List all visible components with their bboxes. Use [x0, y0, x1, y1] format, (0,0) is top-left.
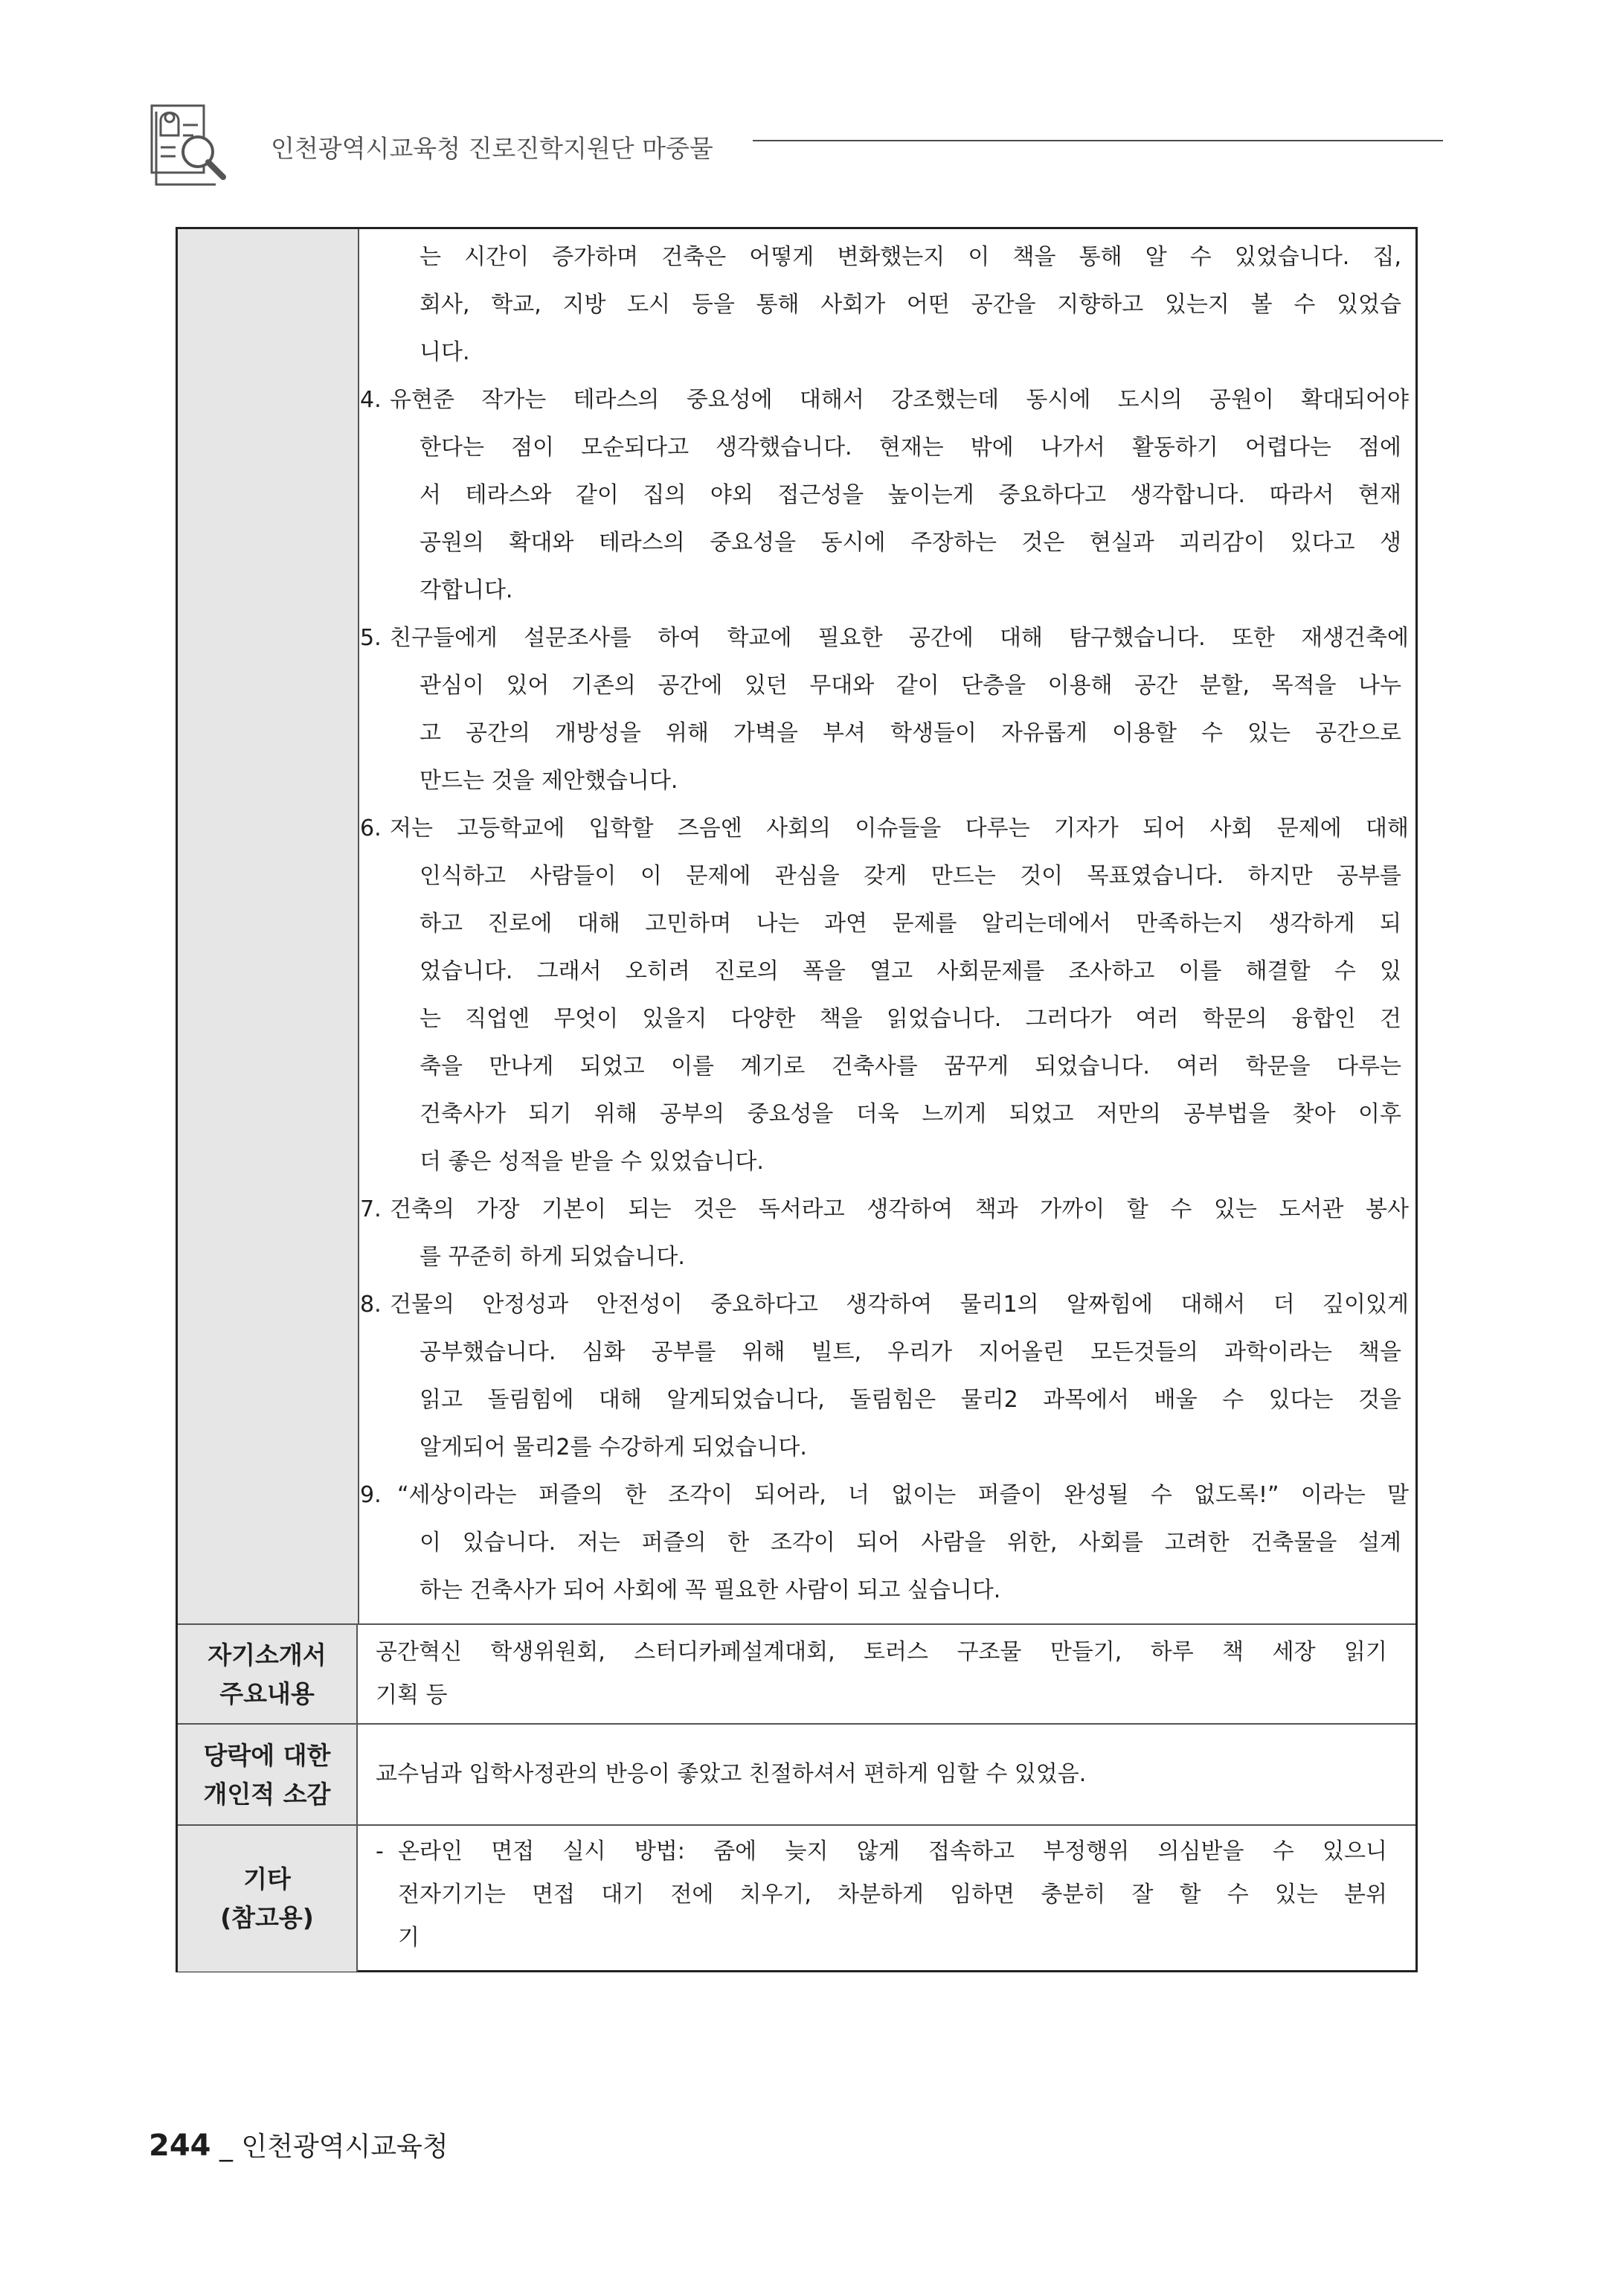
item-text-line: 건축사가 되기 위해 공부의 중요성을 더욱 느끼게 되었고 저만의 공부법을 찾아 이후 [420, 1101, 1401, 1127]
item-text-line: 알게되어 물리2를 수강하게 되었습니다. [420, 1434, 807, 1460]
intro-label-line: 자기소개서 [208, 1641, 327, 1670]
header-title: 인천광역시교육청 진로진학지원단 마중물 [271, 134, 713, 163]
item-text-line: 었습니다. 그래서 오히려 진로의 폭을 열고 사회문제를 조사하고 이를 해결할 수 있 [420, 958, 1401, 984]
item-text-line: 관심이 있어 기존의 공간에 있던 무대와 같이 단층을 이용해 공간 분할, 목적을 나누 [420, 673, 1401, 699]
item-text-line: 는 직업엔 무엇이 있을지 다양한 책을 읽었습니다. 그러다가 여러 학문의 융합인 건 [420, 1006, 1401, 1032]
item-text-line: 건축의 가장 기본이 되는 것은 독서라고 생각하여 책과 가까이 할 수 있는 도서관 봉사 [390, 1196, 1409, 1222]
footer-separator: _ [219, 2132, 233, 2162]
item-text-line: 축을 만나게 되었고 이를 계기로 건축사를 꿈꾸게 되었습니다. 여러 학문을 다루는 [420, 1054, 1401, 1080]
item-text-line: 회사, 학교, 지방 도시 등을 통해 사회가 어떤 공간을 지향하고 있는지 볼 수 있었습 [420, 292, 1401, 318]
etc-text-line: 온라인 면접 실시 방법: 줌에 늦지 않게 접속하고 부정행위 의심받을 수 있으니 [398, 1838, 1387, 1864]
page-header [149, 88, 1450, 192]
item-text-line: 읽고 돌림힘에 대해 알게되었습니다, 돌림힘은 물리2 과목에서 배울 수 있다는 것을 [420, 1387, 1401, 1413]
intro-label [178, 1625, 358, 1725]
item-text-line: 만드는 것을 제안했습니다. [420, 768, 678, 794]
item-number: 5. [360, 625, 382, 651]
item-text-line: 더 좋은 성적을 받을 수 있었습니다. [420, 1149, 764, 1175]
item-text-line: 친구들에게 설문조사를 하여 학교에 필요한 공간에 대해 탐구했습니다. 또한 재생건축에 [390, 625, 1409, 651]
intro-row [178, 1623, 1415, 1725]
item-number: 8. [360, 1292, 382, 1318]
item-number: 4. [360, 387, 382, 413]
item-text-line: 공부했습니다. 심화 공부를 위해 빌트, 우리가 지어올린 모든것들의 과학이라는 책을 [420, 1339, 1401, 1365]
impression-label-line: 당락에 대한 [203, 1741, 331, 1770]
bullet-dash: - [376, 1838, 384, 1864]
item-text-line: “세상이라는 퍼즐의 한 조각이 되어라, 너 없이는 퍼즐이 완성될 수 없도록!” 이라는 말 [397, 1482, 1409, 1508]
intro-content [376, 1631, 1387, 1717]
item-text-line: 한다는 점이 모순되다고 생각했습니다. 현재는 밖에 나가서 활동하기 어렵다는 점에 [420, 434, 1401, 461]
impression-row [178, 1723, 1415, 1826]
item-text-line: 서 테라스와 같이 집의 야외 접근성을 높이는게 중요하다고 생각합니다. 따라서 현재 [420, 482, 1401, 508]
item-text-line: 인식하고 사람들이 이 문제에 관심을 갖게 만드는 것이 목표였습니다. 하지만 공부를 [420, 863, 1401, 889]
item-number: 9. [360, 1482, 382, 1508]
etc-text-line: 기 [398, 1925, 420, 1951]
item-text-line: 니다. [420, 339, 470, 365]
item-text-line: 각합니다. [420, 577, 513, 603]
item-text-line: 유현준 작가는 테라스의 중요성에 대해서 강조했는데 동시에 도시의 공원이 확대되어야 [390, 387, 1409, 413]
document-search-icon [149, 103, 238, 192]
item-number: 7. [360, 1196, 382, 1222]
item-text-line: 는 시간이 증가하며 건축은 어떻게 변화했는지 이 책을 통해 알 수 있었습니다. 집, [420, 244, 1401, 270]
impression-label-line: 개인적 소감 [203, 1780, 331, 1809]
interview-table [176, 227, 1418, 1972]
page-number: 244 [149, 2129, 211, 2163]
item-text-line: 이 있습니다. 저는 퍼즐의 한 조각이 되어 사람을 위한, 사회를 고려한 건축물을 설계 [420, 1530, 1401, 1556]
subcategory-cell [261, 229, 359, 1623]
etc-label-line: (참고용) [220, 1903, 314, 1932]
item-text-line: 하는 건축사가 되어 사회에 꼭 필요한 사람이 되고 싶습니다. [420, 1577, 1001, 1603]
item-text-line: 하고 진로에 대해 고민하며 나는 과연 문제를 알리는데에서 만족하는지 생각하게 되 [420, 911, 1401, 937]
item-text-line: 공원의 확대와 테라스의 중요성을 동시에 주장하는 것은 현실과 괴리감이 있다고 생 [420, 530, 1401, 556]
item-text-line: 건물의 안정성과 안전성이 중요하다고 생각하여 물리1의 알짜힘에 대해서 더 깊이있게 [390, 1292, 1409, 1318]
header-rule [753, 140, 1443, 141]
category-cell [178, 229, 263, 1623]
page-footer [149, 2126, 449, 2164]
impression-content [376, 1753, 1387, 1796]
item-text-line: 를 꾸준히 하게 되었습니다. [420, 1244, 685, 1270]
intro-label-line: 주요내용 [219, 1679, 315, 1708]
answer-list [360, 229, 1416, 1623]
etc-label-line: 기타 [243, 1864, 291, 1893]
intro-text-line: 기획 등 [376, 1682, 448, 1708]
intro-text-line: 공간혁신 학생위원회, 스터디카페설계대회, 토러스 구조물 만들기, 하루 책 세장 읽기 [376, 1639, 1387, 1665]
item-text-line: 고 공간의 개방성을 위해 가벽을 부셔 학생들이 자유롭게 이용할 수 있는 공간으로 [420, 720, 1401, 746]
etc-label [178, 1826, 358, 1972]
footer-publisher: 인천광역시교육청 [241, 2132, 449, 2162]
etc-text-line: 전자기기는 면접 대기 전에 치우기, 차분하게 임하면 충분히 잘 할 수 있는 분위 [398, 1882, 1387, 1908]
etc-content [376, 1830, 1387, 1964]
item-text-line: 저는 고등학교에 입학할 즈음엔 사회의 이슈들을 다루는 기자가 되어 사회 문제에 대해 [390, 815, 1409, 841]
impression-label [178, 1725, 358, 1826]
item-number: 6. [360, 815, 382, 841]
impression-text: 교수님과 입학사정관의 반응이 좋았고 친절하셔서 편하게 임할 수 있었음. [376, 1761, 1087, 1787]
etc-row [178, 1824, 1415, 1972]
